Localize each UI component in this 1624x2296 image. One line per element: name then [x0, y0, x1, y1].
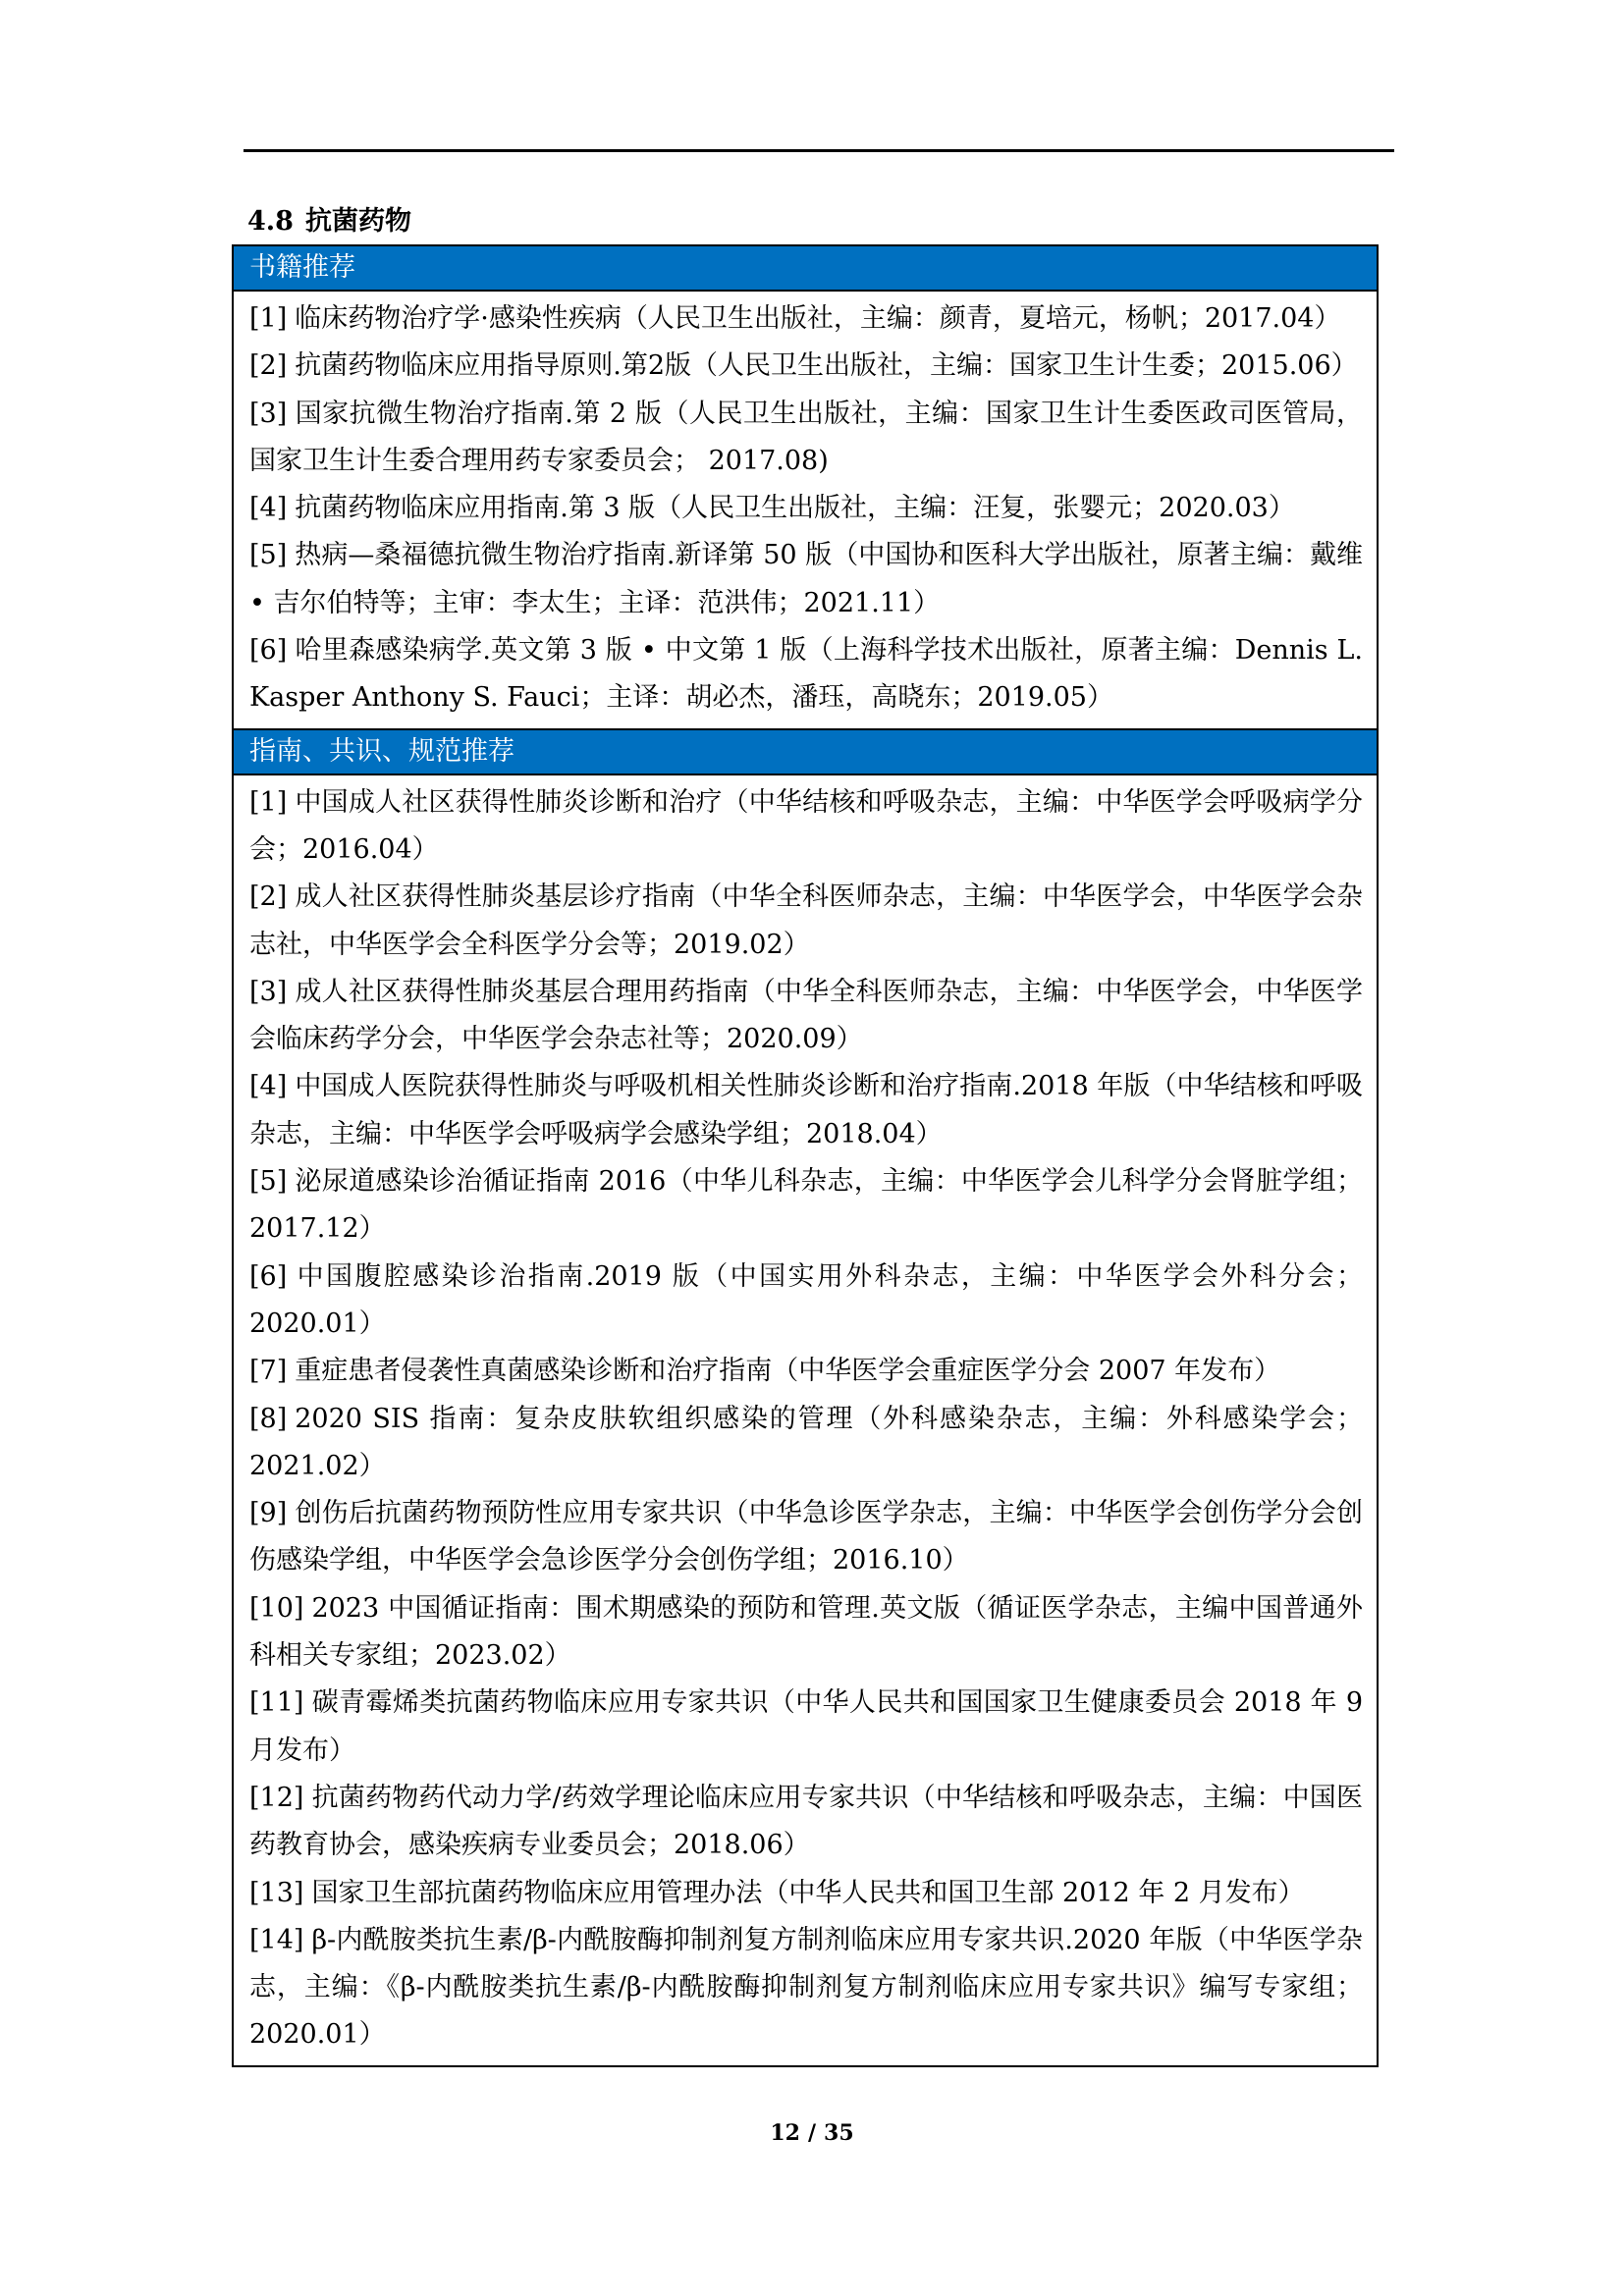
- guideline-entry: [12] 抗菌药物药代动力学/药效学理论临床应用专家共识（中华结核和呼吸杂志，主编：中国医药教育协会，感染疾病专业委员会；2018.06）: [249, 1782, 1363, 1861]
- section-number: 4.8: [247, 206, 294, 237]
- guideline-entry: [6] 中国腹腔感染诊治指南.2019 版（中国实用外科杂志，主编：中华医学会外科分会；2020.01）: [249, 1260, 1363, 1339]
- guidelines-list: [234, 775, 1377, 2065]
- guideline-entry: [14] β-内酰胺类抗生素/β-内酰胺酶抑制剂复方制剂临床应用专家共识.2020 年版（中华医学杂志，主编：《β-内酰胺类抗生素/β-内酰胺酶抑制剂复方制剂临床应用专家共识》编写专家组；2020.01）: [249, 1924, 1363, 2051]
- current-page: 12: [770, 2120, 800, 2146]
- book-entry: [4] 抗菌药物临床应用指南.第 3 版（人民卫生出版社，主编：汪复，张婴元；2020.03）: [249, 493, 1295, 524]
- guideline-entry: [10] 2023 中国循证指南：围术期感染的预防和管理.英文版（循证医学杂志，主编中国普通外科相关专家组；2023.02）: [249, 1592, 1363, 1672]
- guidelines-header: 指南、共识、规范推荐: [234, 730, 1377, 775]
- section-title: 抗菌药物: [304, 206, 411, 237]
- book-entry: [5] 热病—桑福德抗微生物治疗指南.新译第 50 版（中国协和医科大学出版社，原著主编：戴维 • 吉尔伯特等；主审：李太生；主译：范洪伟；2021.11）: [249, 540, 1363, 618]
- guideline-entry: [7] 重症患者侵袭性真菌感染诊断和治疗指南（中华医学会重症医学分会 2007 年发布）: [249, 1356, 1281, 1387]
- header-rule: [244, 149, 1394, 152]
- book-entry: [2] 抗菌药物临床应用指导原则.第2版（人民卫生出版社，主编：国家卫生计生委；2015.06）: [249, 350, 1358, 382]
- guideline-entry: [4] 中国成人医院获得性肺炎与呼吸机相关性肺炎诊断和治疗指南.2018 年版（中华结核和呼吸杂志，主编：中华医学会呼吸病学会感染学组；2018.04）: [249, 1071, 1363, 1149]
- books-header: 书籍推荐: [234, 246, 1377, 292]
- guideline-entry: [13] 国家卫生部抗菌药物临床应用管理办法（中华人民共和国卫生部 2012 年 2 月发布）: [249, 1877, 1305, 1908]
- total-pages: 35: [824, 2120, 854, 2146]
- guideline-entry: [1] 中国成人社区获得性肺炎诊断和治疗（中华结核和呼吸杂志，主编：中华医学会呼吸病学分会；2016.04）: [249, 786, 1363, 865]
- page-separator: /: [807, 2120, 817, 2146]
- book-entry: [3] 国家抗微生物治疗指南.第 2 版（人民卫生出版社，主编：国家卫生计生委医政司医管局，国家卫生计生委合理用药专家委员会； 2017.08): [249, 398, 1363, 476]
- books-list: [234, 292, 1377, 730]
- guideline-entry: [11] 碳青霉烯类抗菌药物临床应用专家共识（中华人民共和国国家卫生健康委员会 2018 年 9 月发布）: [249, 1687, 1363, 1766]
- section-heading: [247, 202, 411, 241]
- book-entry: [6] 哈里森感染病学.英文第 3 版 • 中文第 1 版（上海科学技术出版社，原著主编：Dennis L. Kasper Anthony S. Fauci；主译：胡必杰，潘珏，高晓东；2019.05）: [249, 635, 1363, 714]
- guideline-entry: [8] 2020 SIS 指南：复杂皮肤软组织感染的管理（外科感染杂志，主编：外科感染学会；2021.02）: [249, 1403, 1363, 1481]
- guideline-entry: [9] 创伤后抗菌药物预防性应用专家共识（中华急诊医学杂志，主编：中华医学会创伤学分会创伤感染学组，中华医学会急诊医学分会创伤学组；2016.10）: [249, 1498, 1363, 1576]
- guideline-entry: [2] 成人社区获得性肺炎基层诊疗指南（中华全科医师杂志，主编：中华医学会，中华医学会杂志社，中华医学会全科医学分会等；2019.02）: [249, 881, 1363, 960]
- guideline-entry: [5] 泌尿道感染诊治循证指南 2016（中华儿科杂志，主编：中华医学会儿科学分会肾脏学组；2017.12）: [249, 1166, 1363, 1245]
- guideline-entry: [3] 成人社区获得性肺炎基层合理用药指南（中华全科医师杂志，主编：中华医学会，中华医学会临床药学分会，中华医学会杂志社等；2020.09）: [249, 976, 1363, 1055]
- book-entry: [1] 临床药物治疗学·感染性疾病（人民卫生出版社，主编：颜青，夏培元，杨帆；2017.04）: [249, 303, 1341, 334]
- page-number: [0, 2118, 1624, 2148]
- reference-table: [232, 244, 1379, 2067]
